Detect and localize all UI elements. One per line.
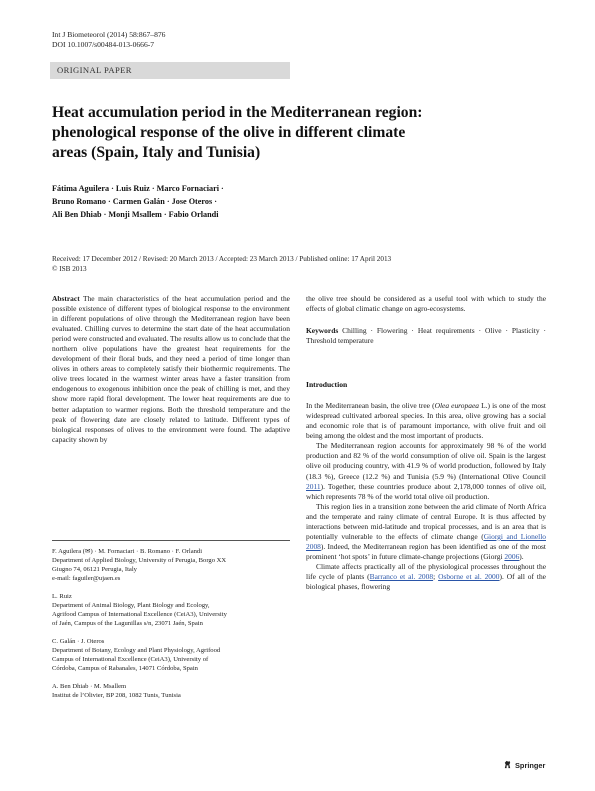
intro-p4-text-b: ; <box>433 571 439 581</box>
authors-line-3: Ali Ben Dhiab · Monji Msallem · Fabio Orlandi <box>52 210 219 219</box>
citation-link-barranco[interactable]: Barranco et al. 2008 <box>369 571 434 581</box>
affiliation-2-campus: Agrifood Campus of International Excellence (CeiA3), University <box>52 611 227 618</box>
affiliation-3-campus: Campus of International Excellence (CeiA3), University of <box>52 656 209 663</box>
intro-p1-text-b: L.) is one of the most widespread cultivated arboreal species. In this area, olive growing has a social and economic role that is of paramount importance, with olive fruit and oil being among the oldest and the most important of products. <box>306 401 546 441</box>
journal-doi: DOI 10.1007/s00484-013-0666-7 <box>52 40 155 49</box>
citation-link-ioc[interactable]: 2011 <box>306 481 321 491</box>
journal-header <box>52 30 165 50</box>
abstract-label: Abstract <box>52 294 80 303</box>
intro-p4-text-c: ). Of all of the biological phases, flowering <box>306 571 546 592</box>
abstract-paragraph <box>52 294 290 445</box>
affiliation-3-dept: Department of Botany, Ecology and Plant Physiology, Agrifood <box>52 647 221 654</box>
article-type-label: ORIGINAL PAPER <box>57 65 132 75</box>
authors-line-2: Bruno Romano · Carmen Galán · Jose Oteros · <box>52 197 217 206</box>
title-line-3: areas (Spain, Italy and Tunisia) <box>52 144 261 161</box>
citation-link-giorgi-lionello[interactable]: Giorgi and Lionello 2008 <box>306 531 546 551</box>
intro-paragraph-2 <box>306 441 546 501</box>
affiliation-1-address: Giugno 74, 06121 Perugia, Italy <box>52 566 137 573</box>
affiliation-2-dept: Department of Animal Biology, Plant Biology and Ecology, <box>52 602 210 609</box>
affiliation-3-address: Córdoba, Campus of Rabanales, 14071 Córdoba, Spain <box>52 665 198 672</box>
history-dates: Received: 17 December 2012 / Revised: 20 March 2013 / Accepted: 23 March 2013 / Published online: 17 April 2013 <box>52 255 392 263</box>
title-line-2: phenological response of the olive in different climate <box>52 124 406 141</box>
introduction-heading: Introduction <box>306 380 348 390</box>
intro-paragraph-4 <box>306 562 546 592</box>
affiliation-1 <box>52 547 292 583</box>
publisher-logo <box>503 760 545 770</box>
affiliation-divider <box>52 540 290 541</box>
authors-line-1: Fátima Aguilera · Luis Ruiz · Marco Fornaciari · <box>52 184 224 193</box>
affiliation-2-address: of Jaén, Campus of the Lagunillas s/n, 23071 Jaén, Spain <box>52 620 203 627</box>
affiliation-4-address: Institut de l’Olivier, BP 208, 1082 Tunis, Tunisia <box>52 692 181 699</box>
affiliation-2 <box>52 592 292 628</box>
intro-p4-text-a: Climate affects practically all of the physiological processes throughout the life cycle of plants ( <box>306 561 546 581</box>
intro-paragraph-3 <box>306 502 546 562</box>
intro-p2-text-a: The Mediterranean region accounts for approximately 98 % of the world production and 82 % of the world consumption of olive oil. Spain is the largest olive oil producing country, with 41.9 % of world production, followed by Italy (18.3 %), Greece (12.2 %) and Tunisia (5.9 %) (International Olive Council <box>306 441 546 481</box>
species-name: Olea europaea <box>434 401 479 411</box>
affiliations <box>52 547 292 709</box>
intro-paragraph-1 <box>306 401 546 441</box>
affiliation-4 <box>52 682 292 700</box>
copyright-notice: © ISB 2013 <box>52 265 87 273</box>
intro-p1-text-a: In the Mediterranean basin, the olive tree ( <box>306 401 435 411</box>
citation-link-giorgi[interactable]: 2006 <box>504 551 520 561</box>
journal-citation: Int J Biometeorol (2014) 58:867–876 <box>52 30 166 39</box>
affiliation-3-authors: C. Galán · J. Oteros <box>52 638 105 645</box>
title-line-1: Heat accumulation period in the Mediterranean region: <box>52 104 423 121</box>
affiliation-1-dept: Department of Applied Biology, University of Perugia, Borgo XX <box>52 557 227 564</box>
springer-horse-icon <box>503 760 512 769</box>
article-type-banner <box>50 62 290 79</box>
affiliation-3 <box>52 637 292 673</box>
article-title <box>52 103 522 163</box>
citation-link-osborne[interactable]: Osborne et al. 2000 <box>438 571 500 581</box>
publisher-name: Springer <box>515 761 546 770</box>
affiliation-2-authors: L. Ruiz <box>52 593 72 600</box>
author-list <box>52 182 472 221</box>
publication-dates <box>52 254 552 274</box>
keywords-paragraph <box>306 326 546 346</box>
abstract-text: The main characteristics of the heat accumulation period and the possible existence of different types of biological response to the environment in different populations of olive through the Mediterranean region have been evaluated. Chilling curves to determine the start date of the heat accumulation period were constructed and evaluated. The results allow us to conclude that the northern olive populations have the greatest heat requirements for the development of their floral buds, and they need a period of time longer than olives in others areas to completely satisfy their biothermic requirements. The olive trees located in the warmest winter areas have a faster transition from endogenous to exogenous inhibition once the peak of chilling is met, and they show more rapid floral development. The lower heat requirements are due to better adaptation to warmer regions. Both the threshold temperature and the peak of flowering date are closely related to latitude. Different types of biological responses of olives to the environment were found. The adaptive capacity shown by <box>52 294 290 444</box>
abstract-continuation: the olive tree should be considered as a useful tool with which to study the effects of global climatic change on agro-ecosystems. <box>306 294 546 314</box>
right-column <box>306 294 546 592</box>
affiliation-1-authors: F. Aguilera (✉) · M. Fornaciari · B. Romano · F. Orlandi <box>52 548 203 555</box>
intro-p3-text-a: This region lies in a transition zone between the arid climate of North Africa and the temperate and rainy climate of central Europe. It is thus affected by interactions between mid-latitude and tropical processes, and is an area that is potentially vulnerable to the effects of climate change ( <box>306 501 546 541</box>
affiliation-4-authors: A. Ben Dhiab · M. Msallem <box>52 683 127 690</box>
intro-p3-text-b: ). Indeed, the Mediterranean region has been identified as one of the most prominent ‘hot spots’ in future climate-change projections (Giorgi <box>306 541 546 561</box>
intro-p2-text-b: ). Together, these countries produce about 2,178,000 tonnes of olive oil, which represents 78 % of the world total olive oil production. <box>306 481 546 501</box>
keywords-text: Chilling · Flowering · Heat requirements · Olive · Plasticity · Threshold temperature <box>306 326 546 346</box>
left-column <box>52 294 290 445</box>
affiliation-1-email[interactable]: e-mail: faguiler@ujaen.es <box>52 575 121 582</box>
intro-p3-text-c: ). <box>519 551 524 561</box>
keywords-label: Keywords <box>306 326 339 336</box>
